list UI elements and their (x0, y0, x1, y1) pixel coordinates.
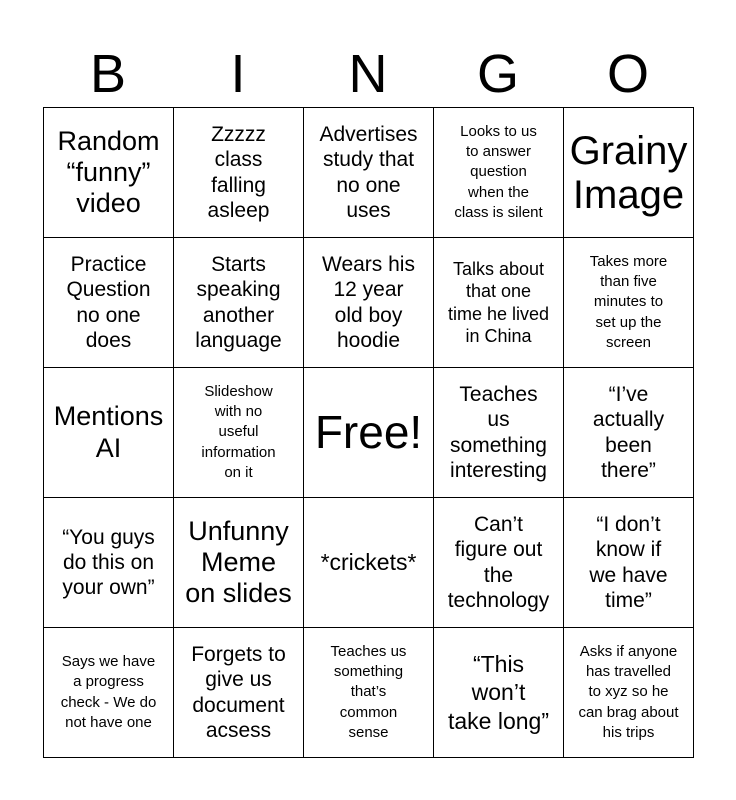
cell-text: Teaches us something that’s common sense (330, 642, 407, 741)
cell-text: “You guys do this on your own” (62, 525, 155, 600)
cell-text: Slideshow with no useful information on it (201, 382, 276, 481)
bingo-cell[interactable] (44, 108, 174, 238)
cell-text: *crickets* (320, 549, 417, 576)
cell-text: “I’ve actually been there” (592, 383, 665, 482)
cell-text: Random “funny” video (57, 125, 160, 219)
header-letter-b: B (89, 44, 127, 104)
bingo-cell[interactable] (434, 238, 564, 368)
bingo-header (43, 40, 693, 108)
bingo-cell[interactable] (44, 368, 174, 498)
bingo-cell[interactable] (564, 238, 694, 368)
cell-text: Takes more than five minutes to set up the screen (589, 252, 668, 351)
header-letter-i: I (230, 44, 246, 104)
bingo-cell[interactable] (434, 498, 564, 628)
cell-text: Advertises study that no one uses (319, 123, 418, 222)
bingo-cell[interactable] (174, 498, 304, 628)
bingo-cell[interactable] (304, 238, 434, 368)
bingo-cell[interactable] (44, 628, 174, 758)
board-row-3 (44, 368, 694, 498)
cell-text: Unfunny Meme on slides (185, 515, 292, 609)
bingo-cell[interactable] (564, 108, 694, 238)
cell-text: “I don’t know if we have time” (589, 513, 668, 612)
cell-text: Teaches us something interesting (450, 383, 547, 482)
cell-text: Looks to us to answer question when the class is silent (454, 122, 543, 221)
header-letter-o: O (606, 44, 649, 104)
bingo-cell[interactable] (304, 628, 434, 758)
board-row-1 (44, 108, 694, 238)
cell-text: “This won’t take long” (447, 651, 549, 734)
cell-text: Talks about that one time he lived in China (447, 258, 550, 346)
bingo-cell[interactable] (304, 108, 434, 238)
cell-text: Wears his 12 year old boy hoodie (322, 253, 415, 352)
cell-text: Starts speaking another language (195, 253, 282, 352)
cell-text: Mentions AI (53, 401, 164, 463)
bingo-cell[interactable] (174, 108, 304, 238)
cell-text: Asks if anyone has travelled to xyz so he can brag about his trips (578, 642, 679, 741)
board-row-2 (44, 238, 694, 368)
bingo-board (43, 107, 694, 758)
bingo-cell[interactable] (174, 368, 304, 498)
cell-text: Says we have a progress check - We do not have one (60, 653, 157, 731)
bingo-cell[interactable] (434, 108, 564, 238)
cell-text: Forgets to give us document acsess (191, 643, 286, 742)
header-letter-g: G (476, 44, 519, 104)
bingo-cell[interactable] (564, 628, 694, 758)
bingo-cell[interactable] (174, 238, 304, 368)
cell-text: Grainy Image (569, 128, 688, 217)
cell-text: Can’t figure out the technology (447, 513, 550, 612)
free-space-text: Free! (314, 406, 423, 459)
bingo-cell[interactable] (564, 498, 694, 628)
bingo-cell[interactable] (174, 628, 304, 758)
bingo-cell[interactable] (434, 368, 564, 498)
cell-text: Zzzzz class falling asleep (207, 123, 270, 222)
board-row-4 (44, 498, 694, 628)
bingo-cell[interactable] (304, 498, 434, 628)
board-row-5 (44, 628, 694, 758)
cell-text: Practice Question no one does (66, 253, 151, 352)
bingo-cell[interactable] (564, 368, 694, 498)
bingo-cell[interactable] (434, 628, 564, 758)
bingo-cell[interactable] (44, 498, 174, 628)
header-letter-n: N (348, 44, 388, 104)
free-space-cell[interactable] (304, 368, 434, 498)
bingo-cell[interactable] (44, 238, 174, 368)
